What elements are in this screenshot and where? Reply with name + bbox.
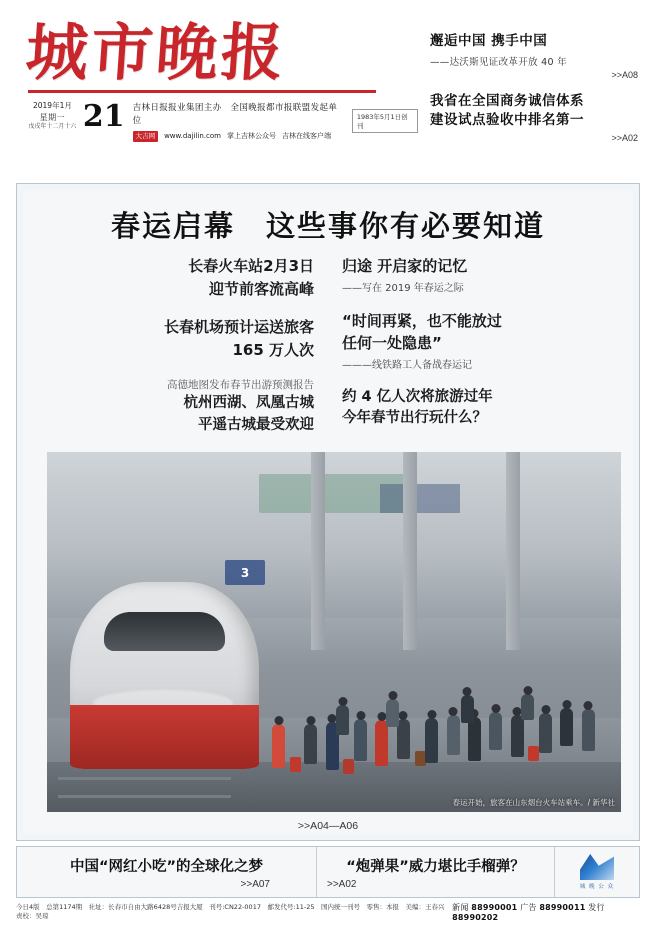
masthead-lead-2-ref[interactable]: >>A02 xyxy=(611,132,638,143)
sub-item-right-1-line1: 归途 开启家的记忆 xyxy=(342,257,468,275)
photo-person xyxy=(375,720,388,766)
lead-headline: 春运启幕 这些事你有必要知道 xyxy=(110,209,545,243)
sub-item-left-2-line2: 165 万人次 xyxy=(232,340,314,359)
masthead-lead-1-headline: 邂逅中国 携手中国 xyxy=(430,33,548,49)
subheadline-grid xyxy=(33,255,623,453)
founded-date: 1983年5月1日创刊 xyxy=(352,109,418,133)
photo-overhead-sign-secondary xyxy=(380,484,460,513)
footer-ads-label: 广告 xyxy=(520,903,537,912)
footer-contacts xyxy=(452,902,640,922)
photo-train-windshield xyxy=(104,612,225,651)
sub-item-right-2-deck: ———线铁路工人备战春运记 xyxy=(342,359,472,371)
footer-dist-label: 发行 xyxy=(588,903,605,912)
bottom-logo-cell xyxy=(555,847,639,897)
photo-person xyxy=(425,718,438,763)
photo-rail-tie xyxy=(58,777,230,780)
photo-person xyxy=(272,724,285,768)
footer-news-number: 88990001 xyxy=(471,903,518,912)
feature-page-ref[interactable]: >>A04—A06 xyxy=(297,820,359,832)
masthead-lead-1-sub: ——达沃斯见证改革开放 40 年 xyxy=(430,56,567,68)
sub-item-right-2-line2: 任何一处隐患” xyxy=(342,334,442,352)
publisher-info xyxy=(133,100,342,142)
web-tag: 大吉网 xyxy=(133,131,159,143)
sub-item-right-3[interactable] xyxy=(342,387,609,431)
photo-person xyxy=(447,715,460,755)
bottom-teaser-2-ref[interactable]: >>A02 xyxy=(327,878,357,890)
footer-news-label: 新闻 xyxy=(452,903,469,912)
photo-caption: 春运开始，旅客在山东烟台火车站乘车。/ 新华社 xyxy=(452,798,615,807)
bottom-teaser-2-headline: “炮弹果”威力堪比手榴弹？ xyxy=(346,858,525,875)
sub-item-right-2-line1: “时间再紧，也不能放过 xyxy=(342,311,502,330)
newspaper-logo: 城市晚报 xyxy=(23,16,289,89)
photo-person xyxy=(560,708,573,746)
photo-person xyxy=(461,695,474,723)
photo-person xyxy=(354,719,367,761)
publisher-line: 吉林日报报业集团主办 全国晚报都市报联盟发起单位 xyxy=(132,103,338,126)
sub-item-left-1-line2: 迎节前客流高峰 xyxy=(208,279,314,298)
sub-item-left-3-kicker: 高德地图发布春节出游预测报告 xyxy=(167,379,314,391)
sub-item-left-2-line1: 长春机场预计运送旅客 xyxy=(163,318,314,336)
sub-item-left-2[interactable] xyxy=(47,316,314,361)
logo-underline xyxy=(28,90,376,93)
web-url: www.dajilin.com xyxy=(164,132,221,141)
date-weekday: 星期一 xyxy=(39,112,66,122)
date-day-number: 21 xyxy=(82,99,125,134)
masthead-lead-1-ref[interactable]: >>A08 xyxy=(611,69,638,80)
sub-item-right-3-line2: 今年春节出行玩什么？ xyxy=(342,410,487,427)
photo-person xyxy=(304,724,317,764)
bottom-teaser-strip xyxy=(16,846,640,898)
photo-luggage xyxy=(415,751,426,766)
bottom-teaser-1-headline: 中国“网红小吃”的全球化之梦 xyxy=(69,858,264,875)
sub-item-left-1-line1: 长春火车站2月3日 xyxy=(188,257,314,275)
sub-item-left-3[interactable] xyxy=(47,377,314,437)
date-line1: 2019年1月 xyxy=(32,101,72,110)
masthead-right xyxy=(418,10,638,143)
masthead-info xyxy=(24,100,418,142)
mountain-logo-icon xyxy=(580,854,614,880)
subheadline-column-left xyxy=(47,255,328,453)
sub-item-left-3-line2: 平遥古城最受欢迎 xyxy=(198,416,314,433)
footer-dist-number: 88990202 xyxy=(452,913,499,922)
date-lunar: 戊戌年十二月十六 xyxy=(28,123,77,131)
masthead-lead-2-headline-line2: 建设试点验收中排名第一 xyxy=(430,112,584,129)
bottom-teaser-2[interactable] xyxy=(317,847,555,897)
photo-train-red-stripe xyxy=(70,705,259,769)
sub-item-right-1-deck: ——写在 2019 年春运之际 xyxy=(342,282,464,294)
bottom-teaser-1-ref[interactable]: >>A07 xyxy=(240,878,270,890)
photo-person xyxy=(386,699,399,727)
photo-person xyxy=(489,712,502,750)
photo-person xyxy=(539,713,552,753)
photo-person xyxy=(511,715,524,757)
publisher-channels xyxy=(133,131,342,143)
masthead xyxy=(0,0,656,170)
sub-item-right-2[interactable] xyxy=(342,310,609,371)
masthead-lead-2-headline-line1: 我省在全国商务诚信体系 xyxy=(430,92,584,109)
mobile-account: 吉林在线客户端 xyxy=(281,132,331,141)
photo-crowd xyxy=(265,596,621,783)
bottom-teaser-1[interactable] xyxy=(17,847,317,897)
footer-ads-number: 88990011 xyxy=(539,903,586,912)
bottom-logo-label: 城 晚 公 众 xyxy=(579,884,615,890)
photo-person xyxy=(582,709,595,751)
photo-person xyxy=(336,705,349,735)
main-panel-inner xyxy=(23,190,633,834)
photo-person xyxy=(468,717,481,761)
photo-high-speed-train xyxy=(70,582,259,769)
footer-imprint: 今日4版 总第1174期 社址：长春市自由大路6428号吉报大厦 刊号:CN22-0017 邮发代号:11-25 国内统一刊号 零售：本报 美编：王春兴 责校：吴琼 xyxy=(16,902,452,920)
main-feature-panel xyxy=(16,183,640,841)
wechat-account: 掌上吉林公众号 xyxy=(226,132,276,141)
photo-luggage xyxy=(343,759,354,774)
page-footer xyxy=(16,902,640,922)
photo-person xyxy=(521,694,534,720)
photo-luggage xyxy=(290,757,301,772)
date-block xyxy=(24,100,81,132)
photo-platform-number-sign xyxy=(225,560,265,585)
photo-rail-tie xyxy=(58,795,230,798)
photo-luggage xyxy=(528,746,539,761)
masthead-left xyxy=(18,10,418,142)
sub-item-right-3-line1: 约 4 亿人次将旅游过年 xyxy=(342,388,493,405)
sub-item-left-1[interactable] xyxy=(47,255,314,300)
sub-item-left-3-line1: 杭州西湖、凤凰古城 xyxy=(183,395,314,411)
feature-photo xyxy=(47,452,621,812)
sub-item-right-1[interactable] xyxy=(342,255,609,294)
masthead-lead-1[interactable] xyxy=(430,32,638,80)
masthead-lead-2[interactable] xyxy=(430,92,638,143)
subheadline-column-right xyxy=(328,255,609,453)
photo-canvas xyxy=(47,452,621,812)
